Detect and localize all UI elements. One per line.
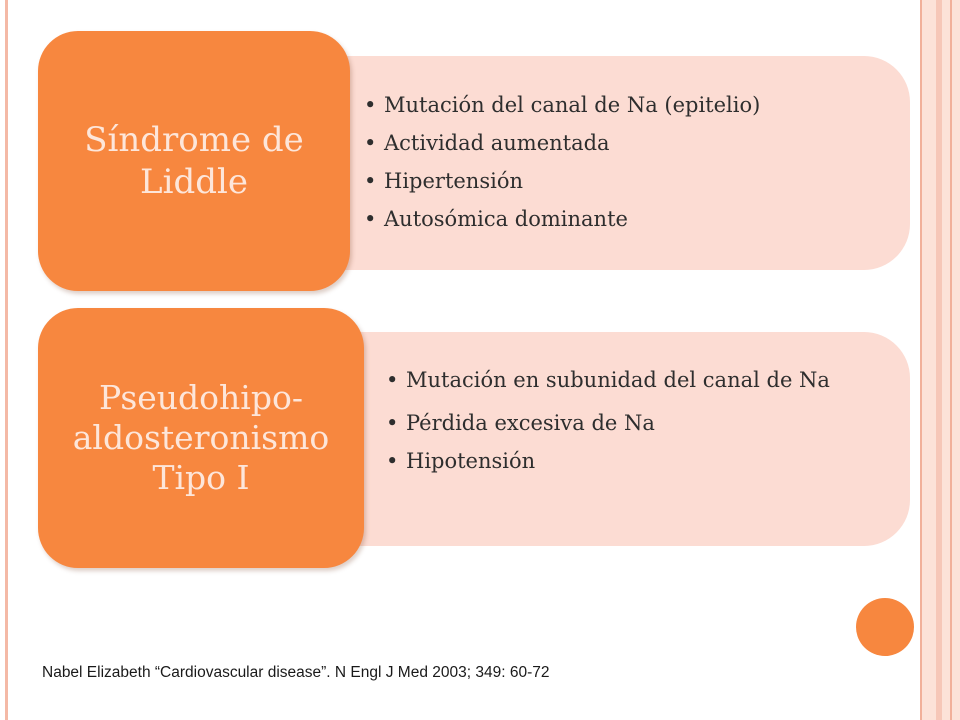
- bullet-item: [364, 124, 904, 162]
- bullet-item: [386, 442, 906, 480]
- pseudohypo-title-tile: [38, 308, 364, 568]
- bullet-item: [364, 162, 904, 200]
- bullet-item: [364, 200, 904, 238]
- bullet-item: [364, 86, 904, 124]
- slide-frame-right-line: [950, 0, 952, 720]
- citation: Nabel Elizabeth “Cardiovascular disease”. N Engl J Med 2003; 349: 60-72: [42, 664, 550, 681]
- decorative-circle: [856, 598, 914, 656]
- bullet-dot-icon: •: [386, 411, 399, 435]
- bullet-item: [386, 404, 906, 442]
- bullet-text: Hipertensión: [384, 169, 523, 193]
- bullet-text: Actividad aumentada: [384, 131, 610, 155]
- bullet-text: Mutación del canal de Na (epitelio): [384, 93, 761, 117]
- bullet-text: Pérdida excesiva de Na: [406, 411, 655, 435]
- bullet-dot-icon: •: [364, 207, 377, 231]
- pseudohypo-title-line: Pseudohipo-: [99, 378, 303, 417]
- pseudohypo-title-line: aldosteronismo: [72, 418, 330, 457]
- bullet-dot-icon: •: [364, 131, 377, 155]
- liddle-title-tile: [38, 31, 350, 291]
- slide-frame-right-line: [936, 0, 942, 720]
- bullet-text: Autosómica dominante: [384, 207, 628, 231]
- bullet-dot-icon: •: [364, 169, 377, 193]
- liddle-title-line: Liddle: [140, 162, 248, 202]
- liddle-bullet-list: [364, 86, 904, 238]
- bullet-text: Hipotensión: [406, 449, 536, 473]
- pseudohypo-bullet-list: [386, 366, 906, 480]
- bullet-dot-icon: •: [364, 93, 377, 117]
- slide-frame-left: [5, 0, 8, 720]
- bullet-item: [386, 366, 906, 394]
- bullet-text: Mutación en subunidad del canal de Na: [406, 368, 830, 392]
- liddle-title-line: Síndrome de: [84, 120, 304, 160]
- bullet-dot-icon: •: [386, 449, 399, 473]
- bullet-dot-icon: •: [386, 368, 399, 392]
- slide-frame-right-line: [920, 0, 922, 720]
- pseudohypo-title-line: Tipo I: [152, 458, 250, 497]
